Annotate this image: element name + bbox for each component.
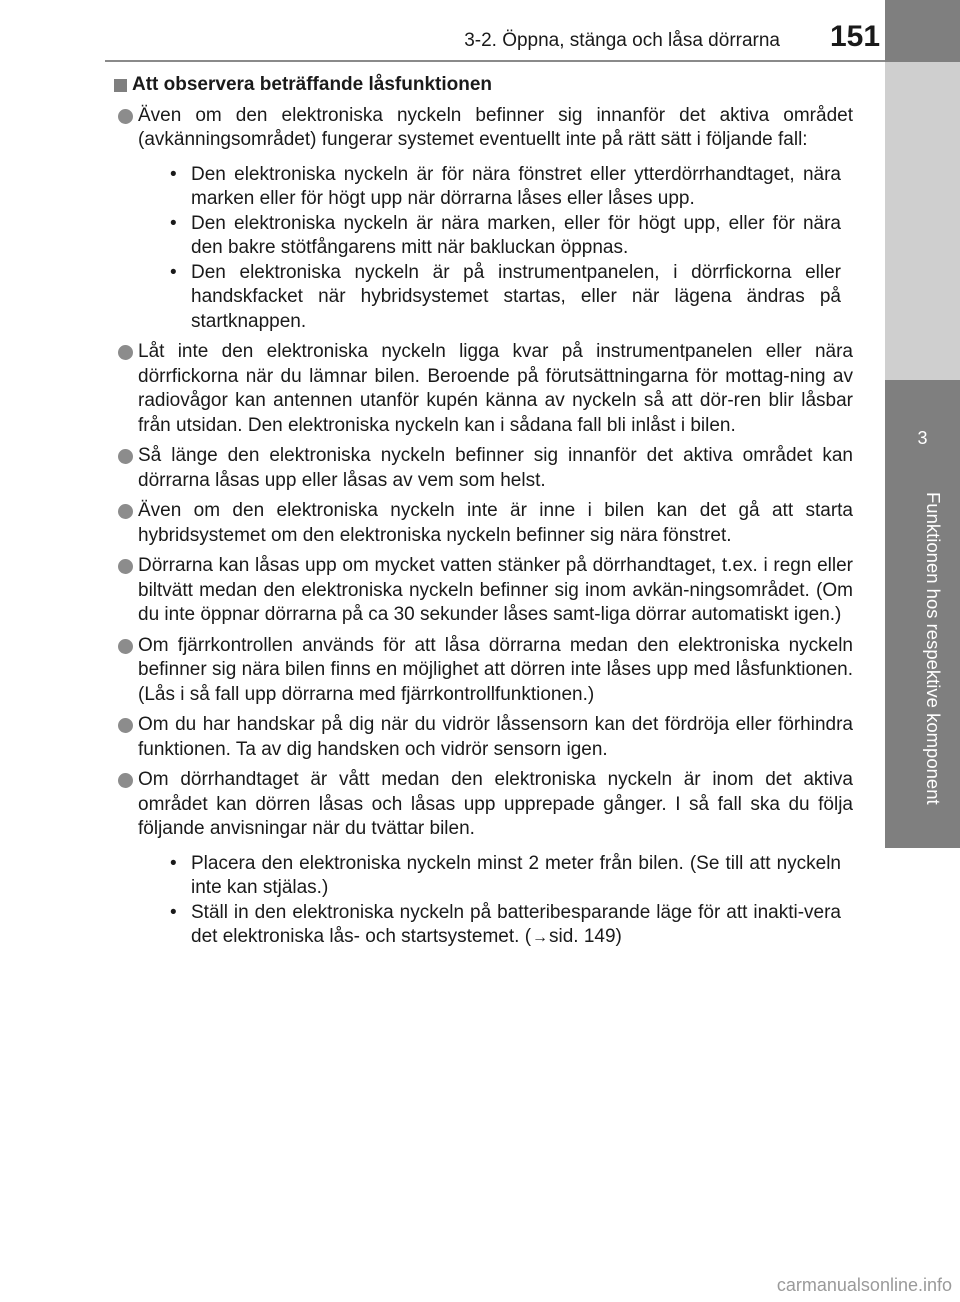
page-reference-link[interactable]: sid. 149) xyxy=(549,926,622,947)
side-tab-top xyxy=(885,0,960,62)
chapter-number: 3 xyxy=(917,428,928,448)
circle-bullet-icon xyxy=(118,345,133,360)
circle-bullet-icon xyxy=(118,449,133,464)
chapter-title: Funktionen hos respektive komponent xyxy=(923,492,944,805)
sub-item-text: Ställ in den elektroniska nyckeln på batteribesparande läge för att inakti-vera det elektroniska lås- och startsystemet. ( xyxy=(191,901,841,947)
list-item xyxy=(115,444,853,493)
arrow-right-icon: → xyxy=(532,929,549,946)
list-item xyxy=(115,634,853,708)
item-text: Låt inte den elektroniska nyckeln ligga kvar på instrumentpanelen eller nära dörrfickorna när du lämnar bilen. Beroende på förutsättningarna för mottag-ning av radiovågor kan antennen utanför kupén känna av nyckeln så att dör-ren blir låsbar från utsidan. Den elektroniska nyckeln kan i sådana fall bli inlåst i bilen. xyxy=(138,341,853,436)
sub-item-text: Den elektroniska nyckeln är nära marken, eller för högt upp, eller för nära den bakre stötfångarens mitt när bakluckan öppnas. xyxy=(191,212,841,258)
sub-list xyxy=(138,163,853,335)
page-header-title: 3-2. Öppna, stänga och låsa dörrarna xyxy=(464,30,780,51)
sub-list-item xyxy=(138,212,853,261)
page-content xyxy=(115,73,853,953)
sub-list-item xyxy=(138,163,853,212)
circle-bullet-icon xyxy=(118,559,133,574)
dot-bullet-icon: • xyxy=(170,163,177,185)
page-number: 151 xyxy=(830,20,881,53)
list-item xyxy=(115,554,853,628)
page-header xyxy=(0,0,960,62)
circle-bullet-icon xyxy=(118,109,133,124)
dot-bullet-icon: • xyxy=(170,901,177,923)
item-text: Så länge den elektroniska nyckeln befinner sig innanför det aktiva området kan dörrarna låsas upp eller låsas av vem som helst. xyxy=(138,445,853,491)
sub-item-text: Den elektroniska nyckeln är för nära fönstret eller ytterdörrhandtaget, nära marken eller för högt upp när dörrarna låses eller låses upp. xyxy=(191,163,841,209)
sub-list-item xyxy=(138,261,853,335)
dot-bullet-icon: • xyxy=(170,261,177,283)
item-text: Om du har handskar på dig när du vidrör låssensorn kan det fördröja eller förhindra funktionen. Ta av dig handsken och vidrör sensorn igen. xyxy=(138,714,853,760)
circle-bullet-icon xyxy=(118,718,133,733)
section-title: Att observera beträffande låsfunktionen xyxy=(132,74,493,95)
item-text: Även om den elektroniska nyckeln inte är inne i bilen kan det gå att starta hybridsystemet om den elektroniska nyckeln befinner sig nära fönstret. xyxy=(138,500,853,546)
list-item xyxy=(115,713,853,762)
list-item xyxy=(115,768,853,951)
dot-bullet-icon: • xyxy=(170,852,177,874)
section-heading xyxy=(115,73,853,98)
sub-list-item xyxy=(138,901,853,951)
side-tab-spacer xyxy=(885,62,960,380)
list-item xyxy=(115,340,853,438)
header-divider xyxy=(105,60,885,62)
item-text: Dörrarna kan låsas upp om mycket vatten stänker på dörrhandtaget, t.ex. i regn eller biltvätt medan den elektroniska nyckeln befinner sig inom avkän-ningsområdet. (Om du inte öppnar dörrarna på ca 30 sekunder låses samt-liga dörrar automatiskt igen.) xyxy=(138,555,853,625)
list-item xyxy=(115,104,853,335)
chapter-tab xyxy=(885,380,960,848)
circle-bullet-icon xyxy=(118,773,133,788)
watermark-logo: carmanualsonline.info xyxy=(776,1275,952,1295)
item-text: Om dörrhandtaget är vått medan den elektroniska nyckeln är inom det aktiva området kan dörren låsas och låsas upp upprepade gånger. I så fall ska du följa följande anvisningar när du tvättar bilen. xyxy=(138,769,853,839)
item-text: Om fjärrkontrollen används för att låsa dörrarna medan den elektroniska nyckeln befinner sig nära bilen finns en möjlighet att dörren inte låses upp med låsfunktionen. (Lås i så fall upp dörrarna med fjärrkontrollfunktionen.) xyxy=(138,634,853,705)
sub-item-text: Den elektroniska nyckeln är på instrumentpanelen, i dörrfickorna eller handskfacket när hybridsystemet startas, eller när lägena ändras på startknappen. xyxy=(191,261,841,332)
square-bullet-icon xyxy=(114,79,127,92)
list-item xyxy=(115,499,853,548)
sub-list-item xyxy=(138,852,853,901)
circle-bullet-icon xyxy=(118,504,133,519)
circle-bullet-icon xyxy=(118,639,133,654)
sub-item-text: Placera den elektroniska nyckeln minst 2 meter från bilen. (Se till att nyckeln inte kan stjälas.) xyxy=(191,852,841,898)
sub-list xyxy=(138,852,853,951)
item-text: Även om den elektroniska nyckeln befinner sig innanför det aktiva området (avkänningsområdet) fungerar systemet eventuellt inte på rätt sätt i följande fall: xyxy=(138,104,853,150)
dot-bullet-icon: • xyxy=(170,212,177,234)
